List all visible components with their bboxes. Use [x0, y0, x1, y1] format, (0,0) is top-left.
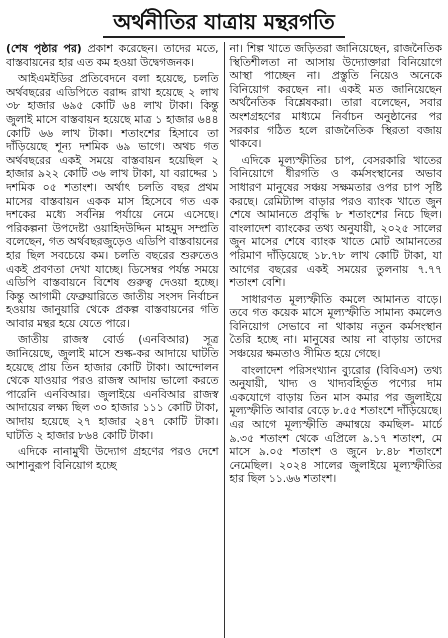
right-column	[229, 42, 442, 638]
paragraph-4: এদিকে নানামুখী উদ্যোগ গ্রহণের পরও দেশে আশানুরূপ বিনিয়োগ হচ্ছে	[6, 445, 219, 472]
article-body	[6, 42, 442, 638]
paragraph-1	[6, 42, 219, 69]
continuation-tag: (শেষ পৃষ্ঠার পর)	[6, 42, 82, 55]
paragraph-3: জাতীয় রাজস্ব বোর্ড (এনবিআর) সূত্র জানিয়েছে, জুলাই মাসে শুল্ক-কর আদায়ে ঘাটতি হয়েছে প্রায় তিন হাজার কোটি টাকা। আন্দোলন থেকে যাওয়ার পরও রাজস্ব আদায় ভালো করতে পারেনি এনবিআর। জুলাইয়ে এনবিআর রাজস্ব আদায়ের লক্ষ্য ছিল ৩০ হাজার ১১১ কোটি টাকা, আদায় হয়েছে ২৭ হাজার ২৪৭ কোটি টাকা। ঘাটতি ২ হাজার ৮৬৪ কোটি টাকা।	[6, 333, 219, 442]
paragraph-8: বাংলাদেশ পরিসংখ্যান ব্যুরোর (বিবিএস) তথ্য অনুযায়ী, খাদ্য ও খাদ্যবহির্ভূত পণ্যের দাম একযোগে বাড়ায় তিন মাস কমার পর জুলাইয়ে মূল্যস্ফীতি আবার বেড়ে ৮.৫৫ শতাংশে দাঁড়িয়েছে। এর আগে মূল্যস্ফীতি ক্রমান্বয়ে কমছিল- মার্চে ৯.৩৫ শতাংশ থেকে এপ্রিলে ৯.১৭ শতাংশ, মে মাসে ৯.০৫ শতাংশ ও জুনে ৮.৪৮ শতাংশে নেমেছিল। ২০২৪ সালের জুলাইয়ে মূল্যস্ফীতির হার ছিল ১১.৬৬ শতাংশ।	[229, 363, 442, 486]
column-divider	[224, 42, 225, 638]
left-column	[6, 42, 219, 638]
paragraph-6: এদিকে মূল্যস্ফীতির চাপ, বেসরকারি খাতের বিনিয়োগে ধীরগতি ও কর্মসংস্থানের অভাব সাধারণ মানুষের সঞ্চয় সক্ষমতার ওপর চাপ সৃষ্টি করছে। রেমিট্যান্স বাড়ার পরও ব্যাংক খাতে জুন শেষে আমানতে প্রবৃদ্ধি ৮ শতাংশের নিচে ছিল। বাংলাদেশ ব্যাংকের তথ্য অনুযায়ী, ২০২৫ সালের জুন মাসের শেষে ব্যাংক খাতে মোট আমানতের পরিমাণ দাঁড়িয়েছে ১৮.৭৮ লাখ কোটি টাকা, যা আগের বছরের একই সময়ের তুলনায় ৭.৭৭ শতাংশ বেশি।	[229, 153, 442, 290]
headline: অর্থনীতির যাত্রায় মন্থরগতি	[103, 8, 344, 38]
paragraph-5: না। শিল্প খাতে জড়িতরা জানিয়েছেন, রাজনৈতিক স্থিতিশীলতা না আসায় উদ্যোক্তারা বিনিয়োগে আস্থা পাচ্ছেন না। প্রস্তুতি নিয়েও অনেকে বিনিয়োগ করছেন না। একই মত জানিয়েছেন অর্থনৈতিক বিশ্লেষকরা। তারা বলেছেন, সবার অংশগ্রহণের মাধ্যমে নির্বাচন অনুষ্ঠানের পর সরকার গঠিত হলে রাজনৈতিক স্থিরতা বজায় থাকবে।	[229, 42, 442, 151]
paragraph-7: সাধারণত মূল্যস্ফীতি কমলে আমানত বাড়ে। তবে গত কয়েক মাসে মূল্যস্ফীতি সামান্য কমলেও বিনিয়োগ সেভাবে না থাকায় নতুন কর্মসংস্থান তৈরি হচ্ছে না। মানুষের আয় না বাড়ায় তাদের সঞ্চয়ের ক্ষমতাও সীমিত হয়ে গেছে।	[229, 292, 442, 361]
headline-box	[6, 6, 442, 40]
paragraph-1-text: প্রকাশ করেছেন। তাদের মতে, বাস্তবায়নের হার এত কম হওয়া উদ্বেগজনক।	[6, 42, 219, 69]
paragraph-2: আইএমইডির প্রতিবেদনে বলা হয়েছে, চলতি অর্থবছরের এডিপিতে বরাদ্দ রাখা হয়েছে ২ লাখ ৩৮ হাজার ৬৯৫ কোটি ৬৪ লাখ টাকা। কিন্তু জুলাই মাসে বাস্তবায়ন হয়েছে মাত্র ১ হাজার ৬৪৪ কোটি ৬৬ লাখ টাকা। শতাংশের হিসাবে তা দাঁড়িয়েছে শূন্য দশমিক ৬৯ ভাগে। অথচ গত অর্থবছরের একই সময়ে বাস্তবায়ন হয়েছিল ২ হাজার ৯২২ কোটি ৩৬ লাখ টাকা, যা বরাদ্দের ১ দশমিক ০৫ শতাংশ। অর্থাৎ চলতি বছর প্রথম মাসের বাস্তবায়ন একক মাস হিসেবে গত এক দশকের মধ্যে সর্বনিম্ন পর্যায়ে নেমে এসেছে। পরিকল্পনা উপদেষ্টা ওয়াহিদউদ্দিন মাহমুদ সম্প্রতি বলেছেন, গত অর্থবছরজুড়েও এডিপি বাস্তবায়নের হার ছিল সবচেয়ে কম। চলতি বছরের শুরুতেও একই প্রবণতা দেখা যাচ্ছে। ডিসেম্বর পর্যন্ত সময়ে এডিপি বাস্তবায়নে বিশেষ গুরুত্ব দেওয়া হচ্ছে। কিন্তু আগামী ফেব্রুয়ারিতে জাতীয় সংসদ নির্বাচন হওয়ায় জানুয়ারি থেকে প্রকল্প বাস্তবায়নের গতি আবার মন্থর হয়ে যেতে পারে।	[6, 72, 219, 330]
